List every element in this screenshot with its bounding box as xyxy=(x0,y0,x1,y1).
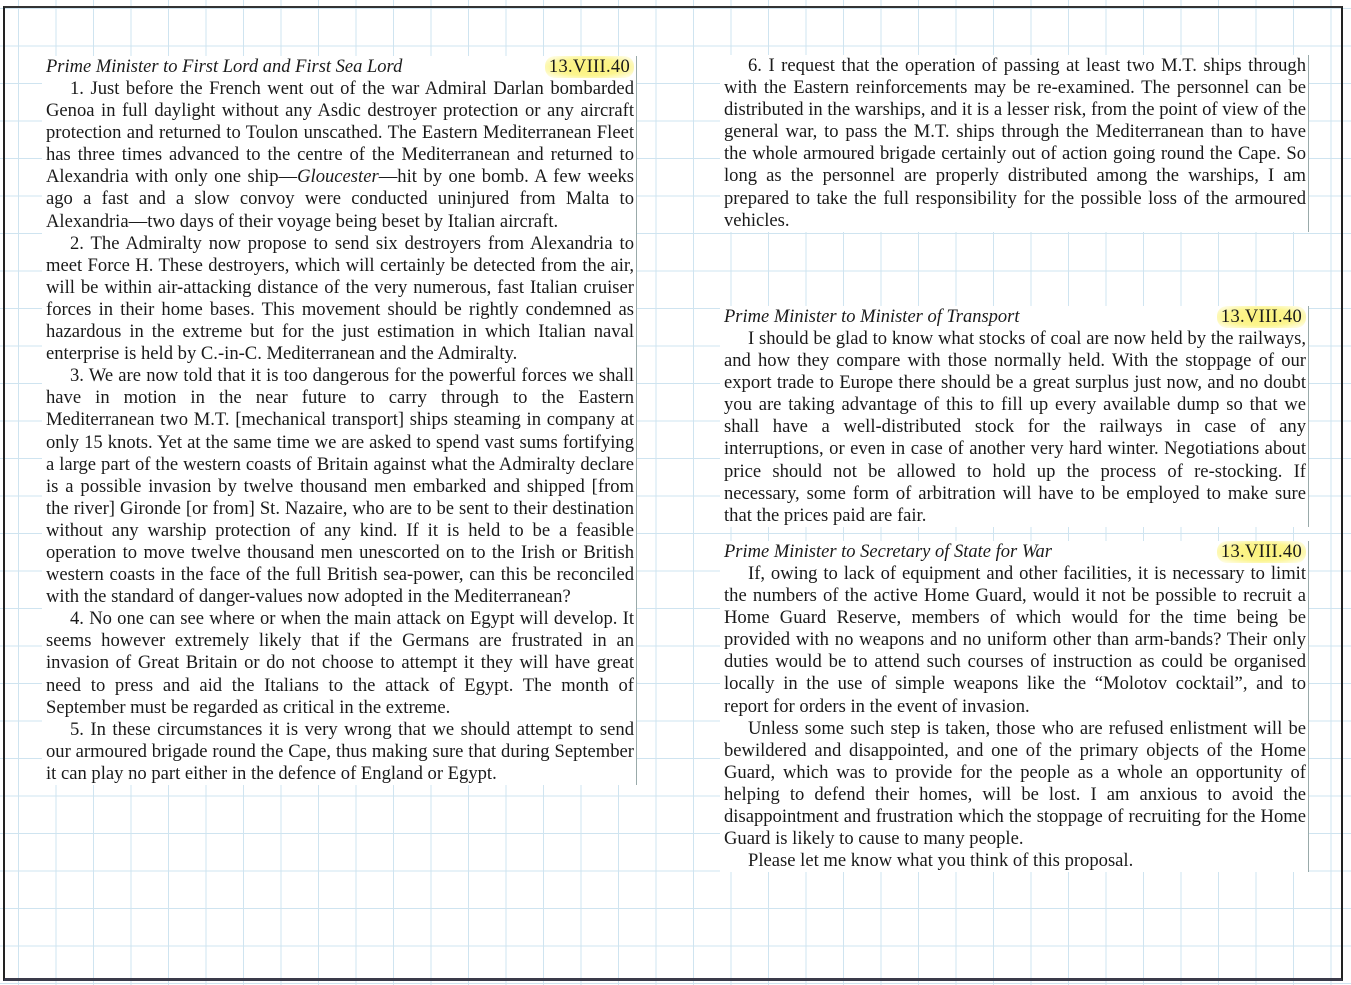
memo-date-highlighted: 13.VIII.40 xyxy=(545,56,634,78)
memo-heading xyxy=(720,306,1306,328)
ship-name: Gloucester xyxy=(297,166,379,188)
paragraph: Please let me know what you think of this proposal. xyxy=(748,850,1134,872)
memo-transport xyxy=(720,306,1309,527)
memo-date-highlighted: 13.VIII.40 xyxy=(1217,306,1306,328)
paragraph-2: 2. The Admiralty now propose to send six destroyers from Alexandria to meet Force H. These destroyers, which will certainly be detected from the air, will be within air-attacking distance of the very numerous, fast Italian cruiser forces in their home bases. This movement should be rightly condemned as hazardous in the extreme but for the just estimation in which Italian naval enterprise is held by C.-in-C. Mediterranean and the Admiralty. xyxy=(46,232,634,365)
memo-date-highlighted: 13.VIII.40 xyxy=(1217,541,1306,563)
memo-recipient: Prime Minister to Minister of Transport xyxy=(724,307,1020,327)
memo-recipient: Prime Minister to First Lord and First Sea Lord xyxy=(46,57,403,77)
memo-first-lord-continued xyxy=(720,55,1309,232)
paragraph: I should be glad to know what stocks of coal are now held by the railways, and how they compare with those normally held. With the stoppage of our export trade to Europe there should be a great surplus just now, and no doubt you are taking advantage of this to fill up every available dump so that we shall have a well-distributed stock for the railways in case of any interruptions, or even in case of another very hard winter. Negotiations about price should not be allowed to hold up the process of re-stocking. If necessary, some form of arbitration will have to be employed to make sure that the prices paid are fair. xyxy=(724,328,1306,526)
memo-heading xyxy=(42,56,634,78)
paragraph: If, owing to lack of equipment and other facilities, it is necessary to limit the numbers of the active Home Guard, would it not be possible to recruit a Home Guard Reserve, members of which would for the time being be provided with no weapons and no uniform other than arm-bands? Their only duties would be to attend such courses of instruction as could be organised locally in the use of simple weapons like the “Molotov cocktail”, and to report for orders in the event of invasion. xyxy=(724,563,1306,717)
paragraph-1: 1. Just before the French went out of the war Admiral Darlan bombarded Genoa in full daylight without any Asdic destroyer protection or any aircraft protection and returned to Toulon unscathed. The Eastern Mediterranean Fleet has three times advanced to the centre of the Mediterranean and returned to Alexandria with only one ship—Gloucester—hit by one bomb. A few weeks ago a fast and a slow convoy were conducted uninjured from Malta to Alexandria—two days of their voyage being beset by Italian aircraft. xyxy=(46,78,634,232)
memo-war xyxy=(720,541,1309,872)
paragraph-4: 4. No one can see where or when the main attack on Egypt will develop. It seems however extremely likely that if the Germans are frustrated in an invasion of Great Britain or do not choose to attempt it they will have great need to press and aid the Italians to the attack of Egypt. The month of September must be regarded as critical in the extreme. xyxy=(46,608,634,718)
paragraph-6: 6. I request that the operation of passing at least two M.T. ships through with the Eastern reinforcements may be re-examined. The personnel can be distributed in the warships, and it is a lesser risk, from the point of view of the general war, to pass the M.T. ships through the Mediterranean than to have the whole armoured brigade certainly out of action going round the Cape. So long as the personnel are properly distributed among the warships, I am prepared to take the full responsibility for the possible loss of the armoured vehicles. xyxy=(724,55,1306,231)
paragraph-5: 5. In these circumstances it is very wrong that we should attempt to send our armoured brigade round the Cape, thus making sure that during September it can play no part either in the defence of England or Egypt. xyxy=(46,718,634,784)
paragraph-3: 3. We are now told that it is too dangerous for the powerful forces we shall have in motion in the near future to carry through to the Eastern Mediterranean two M.T. [mechanical transport] ships steaming in company at only 15 knots. Yet at the same time we are asked to spend vast sums fortifying a large part of the western coasts of Britain against what the Admiralty declare is a possible invasion by twelve thousand men embarked and shipped [from the river] Gironde [or from] St. Nazaire, who are to be sent to their destination without any warship protection of any kind. If it is held to be a feasible operation to move twelve thousand men unescorted on to the Irish or British western coasts in the face of the full British sea-power, can this be reconciled with the standard of danger-values now adopted in the Mediterranean? xyxy=(46,365,634,608)
memo-first-lord xyxy=(42,56,637,785)
memo-heading xyxy=(720,541,1306,563)
paragraph: Unless some such step is taken, those who are refused enlistment will be bewildered and disappointed, and one of the primary objects of the Home Guard, which was to provide for the people as a whole an opportunity of helping to defend their homes, will be lost. I am anxious to avoid the disappointment and frustration which the stoppage of recruiting for the Home Guard is likely to cause to many people. xyxy=(724,717,1306,850)
memo-recipient: Prime Minister to Secretary of State for War xyxy=(724,542,1052,562)
